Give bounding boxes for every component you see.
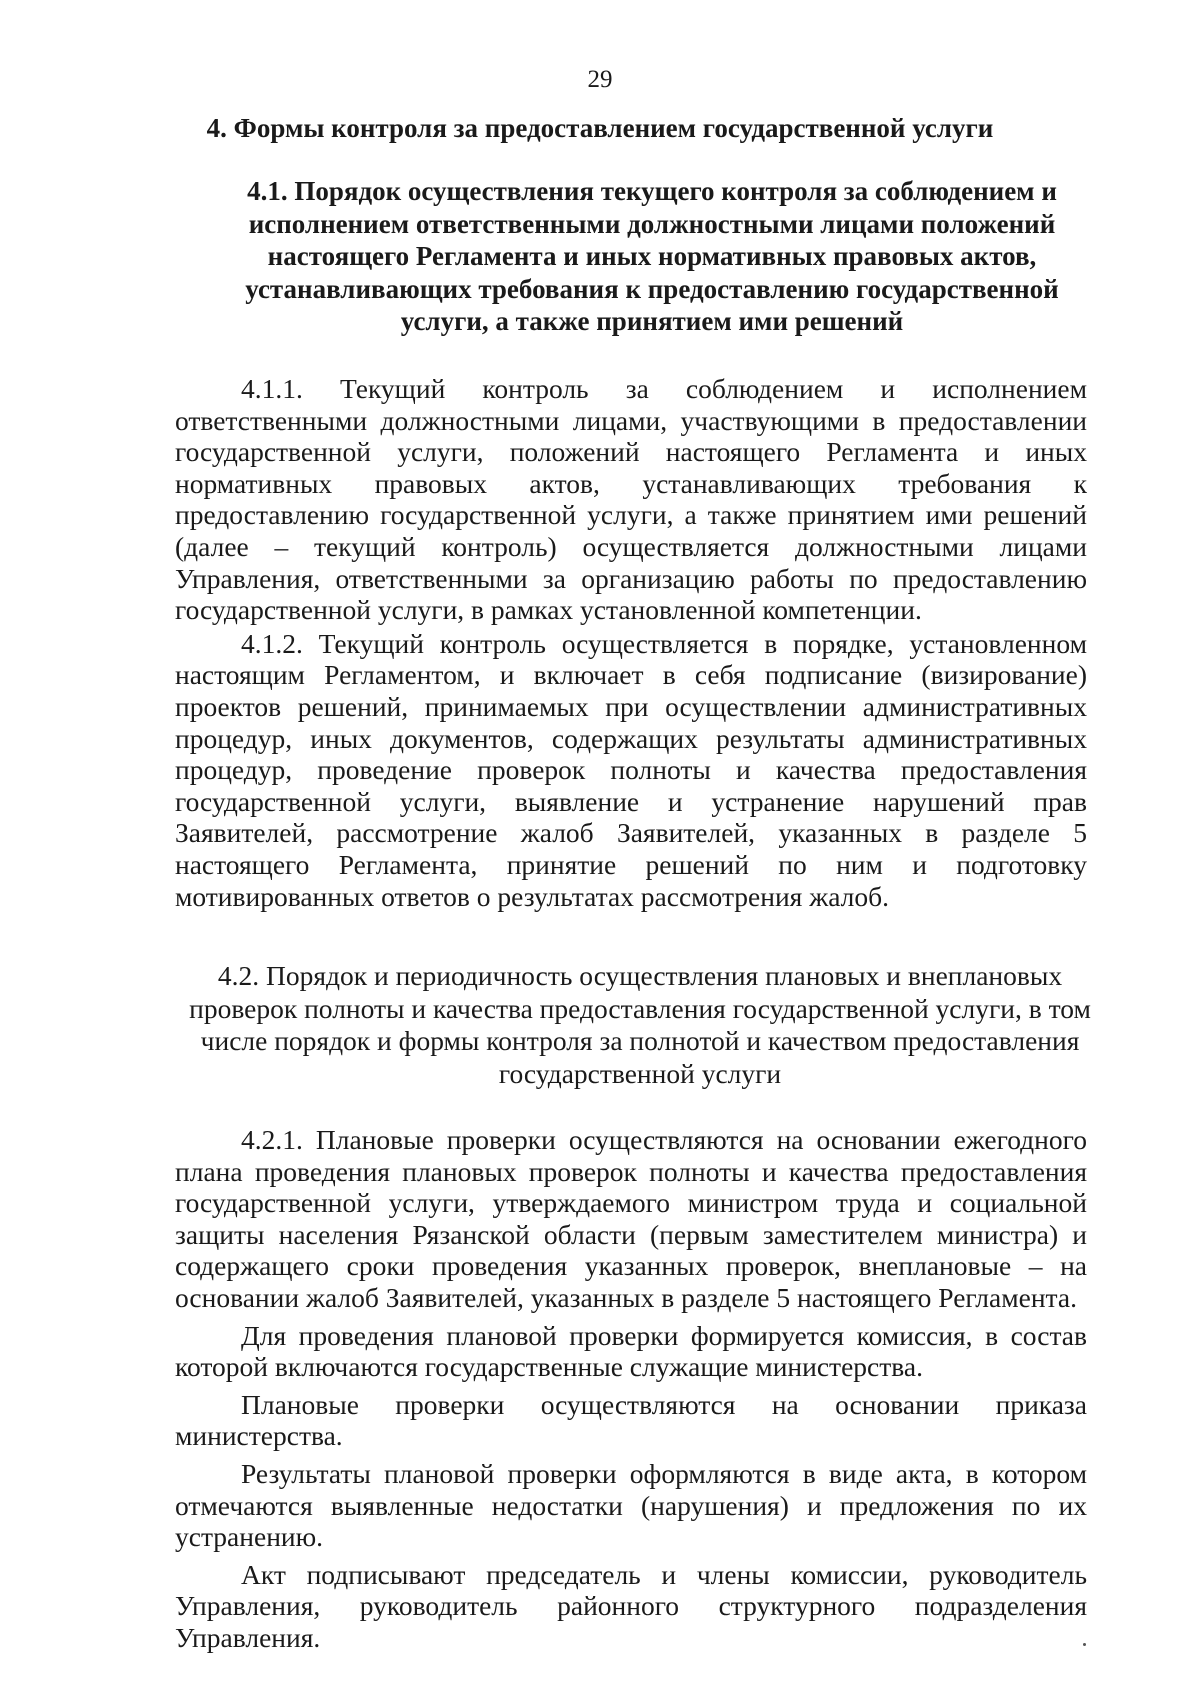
title-line: проверок полноты и качества предоставления государственной услуги, в том — [189, 992, 1091, 1024]
scan-artifact — [1083, 1643, 1086, 1646]
paragraph-4-1-2: 4.1.2. Текущий контроль осуществляется в порядке, установленном настоящим Регламентом, и включает в себя подписание (визирование) проектов решений, принимаемых при осуществлении административных процедур, иных документов, содержащих результаты административных процедур, проведение проверок полноты и качества предоставления государственной услуги, выявление и устранение нарушений прав Заявителей, рассмотрение жалоб Заявителей, указанных в разделе 5 настоящего Регламента, принятие решений по ним и подготовку мотивированных ответов о результатах рассмотрения жалоб. — [175, 627, 1087, 912]
subsection-4-2-title — [180, 960, 1100, 1090]
subsection-4-1-body — [175, 373, 1087, 912]
section-title: 4. Формы контроля за предоставлением государственной услуги — [206, 113, 994, 143]
title-line: числе порядок и формы контроля за полнотой и качеством предоставления — [200, 1025, 1080, 1056]
paragraph-order: Плановые проверки осуществляются на основании приказа министерства. — [175, 1388, 1087, 1452]
paragraph-4-1-1: 4.1.1. Текущий контроль за соблюдением и исполнением ответственными должностными лицами, участвующими в предоставлении государственной услуги, положений настоящего Регламента и иных нормативных правовых актов, устанавливающих требования к предоставлению государственной услуги, а также принятием ими решений (далее – текущий контроль) осуществляется должностными лицами Управления, ответственными за организацию работы по предоставлению государственной услуги, в рамках установленной компетенции. — [175, 373, 1087, 626]
title-line: устанавливающих требования к предоставлению государственной — [245, 273, 1059, 304]
paragraph-results: Результаты плановой проверки оформляются в виде акта, в котором отмечаются выявленные недостатки (нарушения) и предложения по их устранению. — [175, 1457, 1087, 1553]
paragraph-commission: Для проведения плановой проверки формируется комиссия, в состав которой включаются государственные служащие министерства. — [175, 1319, 1087, 1383]
title-line: государственной услуги — [498, 1057, 782, 1089]
subsection-4-2-body — [175, 1124, 1087, 1654]
subsection-4-1-title — [212, 175, 1092, 338]
paragraph-act: Акт подписывают председатель и члены комиссии, руководитель Управления, руководитель районного структурного подразделения Управления. — [175, 1558, 1087, 1653]
title-line: настоящего Регламента и иных нормативных правовых актов, — [267, 241, 1037, 271]
title-line: исполнением ответственными должностными лицами положений — [248, 208, 1056, 239]
page-number: 29 — [587, 66, 613, 93]
title-line: 4.1. Порядок осуществления текущего контроля за соблюдением и — [247, 176, 1057, 206]
paragraph-4-2-1: 4.2.1. Плановые проверки осуществляются на основании ежегодного плана проведения плановых проверок полноты и качества предоставления государственной услуги, утверждаемого министром труда и социальной защиты населения Рязанской области (первым заместителем министра) и содержащего сроки проведения указанных проверок, внеплановые – на основании жалоб Заявителей, указанных в разделе 5 настоящего Регламента. — [175, 1124, 1087, 1313]
title-line: услуги, а также принятием ими решений — [400, 306, 904, 336]
title-line: 4.2. Порядок и периодичность осуществления плановых и внеплановых — [217, 960, 1063, 991]
